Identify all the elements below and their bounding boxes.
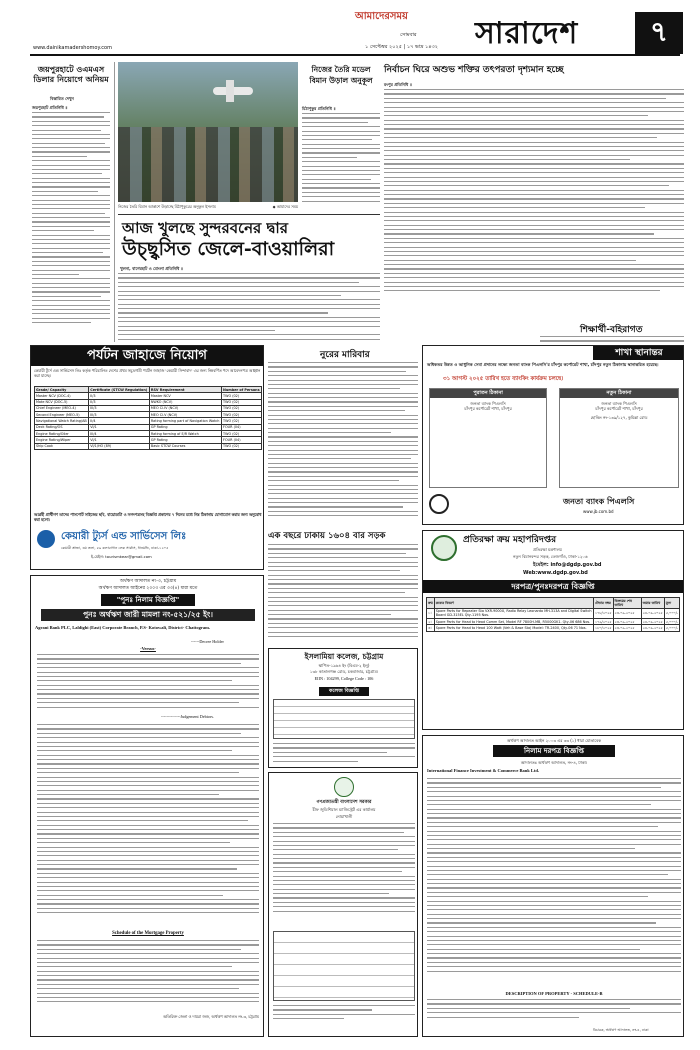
story-taka-body [32, 112, 110, 342]
ad-defence-table-header [427, 598, 680, 609]
ad-defence-notice-title: দরপত্র/পুনঃদরপত্র বিজ্ঞপ্তি [423, 580, 683, 593]
ad-college-sub1: স্থাপিত-১৯৬৪ ইং (বিএম-২ ইলু) [318, 663, 370, 668]
ad-cruise-col-header: Certificate (STCW Regulation) [89, 387, 150, 393]
ad-auction-body [427, 778, 681, 988]
ad-bank-logo-text: জনতা ব্যাংক পিএলসি [563, 496, 635, 506]
table-cell: ২৩-০৯-২০২৫ [613, 625, 641, 631]
story-nurer-body [268, 362, 418, 527]
ad-cruise-table-wrap [34, 386, 262, 450]
website-link[interactable]: www.dainikamadershomoy.com [33, 45, 112, 51]
bank-logo-icon [429, 494, 449, 514]
ad-college-sub2: ১৩৮ কাতালগঞ্জ রোড, চকবাজার, চট্টগ্রাম। [309, 669, 379, 674]
ad-defence-table-wrap [426, 597, 680, 632]
ad-cruise-col-header: Grade/ Capacity [35, 387, 89, 393]
table-cell: Basic STCW Courses [149, 443, 221, 449]
table-cell: TWO (02) [222, 431, 262, 437]
plane-photo [118, 62, 298, 202]
table-cell: II/4 [89, 418, 150, 424]
plane-photo-caption [118, 204, 298, 209]
ad-defence-title: প্রতিরক্ষা ক্রয় মহাপরিদপ্তর [463, 535, 557, 545]
table-cell: TWO (02) [222, 399, 262, 405]
gov-seal-icon [334, 777, 354, 797]
ad-defence-tender [422, 530, 684, 730]
sundarban-headline-2: উচ্ছ্বসিত জেলে-বাওয়ালিরা [122, 238, 335, 260]
ad-college-notice-bar: কলেজ বিজ্ঞপ্তি [319, 687, 369, 696]
table-cell: ১৮০/২০২৫ [594, 625, 612, 630]
ad-bank-website[interactable]: www.jb.com.bd [583, 509, 614, 514]
masthead-date: ১ সেপ্টেম্বর ২০২৫ | ১৭ ভাদ্র ১৪৩২ [365, 44, 439, 50]
masthead-day: সোমবার [400, 32, 417, 38]
story-sundarban-byline: খুলনা, বাগেরহাট ও মোংলা প্রতিনিধি ॥ [120, 266, 184, 271]
ad-magistrate-gov: গণপ্রজাতন্ত্রী বাংলাদেশ সরকার [316, 800, 372, 805]
story-sundarban-banner [118, 214, 380, 264]
ad-auction-company: International Finance Investment & Commerce Bank Ltd. [427, 768, 540, 773]
ad-auction-court: আদালতঃ অর্থঋণ আদালত, নং-৪, ঢাকা। [520, 760, 588, 765]
table-cell: Chief Engineer (MEO-4) [35, 405, 89, 411]
ad-auction-schedule-body [427, 999, 681, 1027]
story-plane-byline: মিঠাপুকুর প্রতিনিধি ॥ [302, 106, 336, 111]
ad-magistrate-footer [273, 1005, 415, 1035]
ad-cruise-col-header: Number of Persons [223, 387, 260, 392]
ad-cruise-footer-note: আগ্রহী প্রার্থীগণ তাদের পাসপোর্ট সাইজের ছবি, বায়োডাটা ও সনদপত্রসহ বিজ্ঞপ্তি প্রকাশের ৭ দিনের মধ্যে নিম্ন ঠিকানায় যোগাযোগ করার জন্য অনুরোধ করা হলো। [34, 512, 262, 522]
caption-text: নিজের তৈরি বিমান আকাশে উড়াচ্ছে মিঠাপুকুরের অনুকূল ইসলাম [118, 204, 216, 209]
table-cell: NWKO (NCV) [149, 399, 221, 405]
story-taka-subhead: বিস্তারিত দেখুন [50, 96, 74, 101]
table-cell: MEO Cl.IV (NCV) [149, 405, 221, 411]
story-plane-body [302, 113, 380, 208]
ad-cruise-intro: কেয়ারী ট্যুর্স এন্ড সার্ভিসেস লিঃ কর্তৃক পরিচালিত দেশের প্রথম সমুদ্রগামী পর্যটন জাহাজ 'কেয়ারী সিন্দাবাদ' এর জন্য নিম্নবর্ণিত পদে আবেদনপত্র আহ্বান করা যাচ্ছে। [34, 368, 261, 378]
ad-cruise-title: পর্যটন জাহাজে নিয়োগ [31, 346, 263, 366]
story-election-headline: নির্বাচন ঘিরে অশুভ শক্তির তৎপরতা দৃশ্যমান হচ্ছে [384, 65, 564, 75]
ad-bank-new-address [559, 388, 679, 488]
ad-magistrate-table-placeholder [273, 931, 415, 1001]
story-election-body [384, 89, 684, 324]
table-cell: Spare Parts for Head to Head 100 Watt (Veh & Base Sta) Model: TR-2400, Qty-06 71 Nos. [434, 625, 593, 631]
ad-magistrate-office: চীফ জুডিশিয়াল ম্যাজিস্ট্রেট এর কার্যালয় [312, 807, 376, 812]
table-row [427, 608, 680, 619]
ad-college-title: ইসলামিয়া কলেজ, চট্টগ্রাম [304, 652, 384, 661]
ad-defence-col-header: জমার তারিখ [641, 598, 664, 609]
section-title: সারাদেশ [475, 16, 579, 51]
ad-bank-new-branch: জনতা ব্যাংক পিএলসি [601, 401, 637, 406]
ad-auction-header: অর্থঋণ আদালত আইন ২০০৩ এর ৩৩ (১) ধারা মোতাবেক [506, 738, 602, 743]
sundarban-headline-1: আজ খুলছে সুন্দরবনের দ্বার [122, 219, 289, 237]
table-cell: TWO (02) [222, 393, 262, 399]
table-cell: VI/1 [89, 424, 150, 430]
table-cell: Spare Parts for Head to Head Comm Set, Model RF 7800H-MB, R5000GK1. Qty-06 686 Nos. [434, 619, 593, 625]
table-cell: ২৩-০৯-২০২৫ [613, 619, 641, 625]
ad-cruise-address: কেয়ারী প্লাজা, ৩য় তলা, ৫৯ কলাবাগান লেক সার্কাস, ধানমন্ডি, ঢাকা-১২০৫ [61, 546, 169, 550]
table-cell: Deck Rating/OS [35, 424, 89, 430]
ad-agrani-auction [30, 575, 264, 1037]
dgdp-logo-icon [431, 535, 457, 561]
table-cell: ৫,০০০/- [665, 625, 678, 630]
table-cell: TWO (02) [222, 412, 262, 418]
ad-magistrate-notice [268, 772, 418, 1037]
ad-agrani-decree-holder: ------Decree Holder [191, 639, 224, 644]
story-plane-headline: নিজের তৈরি মডেল বিমান উড়াল অনুকূল [309, 65, 373, 85]
table-cell: ২৪-০৯-২০২৫ [642, 619, 663, 624]
ad-agrani-schedule-title: Schedule of the Mortgage Property [112, 931, 184, 936]
ad-agrani-signature: অতিরিক্ত জেলা ও দায়রা জজ, অর্থঋণ আদালত নং-৩, চট্টগ্রাম [163, 1014, 259, 1019]
ad-bank-old-label: পুরাতন ঠিকানা [430, 389, 546, 398]
table-cell: ৩। [427, 625, 435, 631]
table-cell: III/4 [89, 431, 150, 437]
ad-agrani-bank-line: Agrani Bank PLC, Laldighi (East) Corporate Branch, P.S- Kotowali, District- Chattogram. [35, 625, 210, 630]
ad-bank-old-address [429, 388, 547, 488]
table-cell: Second Engineer (MEO-5) [35, 412, 89, 418]
table-cell: Navigational Watch Rating/AB [36, 418, 87, 423]
table-cell: ২৩-০৯-২০২৫ [613, 608, 641, 619]
story-taka-headline: জয়পুরহাটে ওএমএস ডিলার নিয়োগে অনিয়ম [33, 64, 109, 84]
ad-college-notice [268, 648, 418, 768]
ad-college-body [273, 743, 415, 767]
table-cell: ২। [427, 619, 435, 625]
ad-defence-subtitle: প্রতিরক্ষা মন্ত্রণালয় [533, 547, 562, 552]
table-cell: TWO (02) [222, 443, 262, 449]
ad-agrani-terms-list [37, 724, 259, 924]
table-cell: ২৪-০৯-২০২৫ [641, 608, 664, 619]
table-cell: ১৭৯/২০২৫ [594, 619, 612, 624]
ad-college-table-placeholder [273, 699, 415, 739]
ad-college-eiin: EIIN : 104299, College Code : 106 [314, 676, 374, 681]
ad-defence-table [426, 597, 680, 632]
story-road-body [268, 544, 418, 644]
ad-bank-title: শাখা স্থানান্তর [593, 346, 684, 360]
masthead-rule [30, 54, 680, 56]
story-sundarban-body [118, 273, 380, 343]
table-cell: II/3 [89, 399, 150, 405]
ad-auction-title: নিলাম দরপত্র বিজ্ঞপ্তি [493, 745, 615, 757]
table-row [427, 625, 680, 631]
ad-defence-col-header: মূল্য [664, 598, 679, 609]
ad-defence-website[interactable]: Web:www.dgdp.gov.bd [523, 570, 588, 576]
table-cell: FOUR (04) [222, 424, 262, 430]
photo-figures [118, 127, 298, 202]
table-cell: Engine Rating/Oiler [35, 431, 89, 437]
table-cell: III/3 [89, 405, 150, 411]
table-cell: Spare Parts for Repeater Sta VXR-9000U, Radio Relay Leonardo MH-313A and Digital Switch Board GD-315EL Qty-1195 Nos. [435, 609, 592, 618]
masthead [25, 10, 685, 60]
ad-defence-email[interactable]: ইমেইল: info@dgdp.gov.bd [533, 562, 602, 568]
ad-auction-signature: বিচারক, অর্থঋণ আদালত, নং-৪, ঢাকা [593, 1028, 649, 1032]
ad-agrani-versus: -Versus- [140, 646, 156, 651]
table-cell: Ship Cook [35, 443, 89, 449]
ad-defence-col-header: বিক্রয়ের শেষ তারিখ [613, 598, 641, 609]
ad-magistrate-body [273, 823, 415, 928]
ad-cruise-col-header: RSV Requirement [149, 387, 221, 393]
table-row [35, 443, 262, 449]
column-rule [114, 62, 115, 342]
table-cell: Engine Rating/Wiper [35, 437, 89, 443]
ad-bank-old-branch-line: চাঁদপুর কর্পোরেট শাখা, চাঁদপুর [464, 406, 512, 412]
page-number: ৭ [635, 12, 683, 54]
ad-defence-col-header: টেন্ডার নম্বর [593, 598, 613, 609]
ad-defence-address: নতুন বিমানবন্দর সড়ক, তেজগাঁও, ঢাকা-১২০৬ [513, 554, 588, 559]
ad-cruise-recruitment [30, 345, 264, 570]
table-cell: ৫,০০০/- [665, 619, 678, 624]
ad-agrani-schedule-body [37, 940, 259, 1010]
table-cell: ২৪-০৯-২০২৫ [642, 625, 663, 630]
table-cell: Master NCV [149, 393, 221, 399]
ad-agrani-case-header: অর্থঋণ আদালত নং-৩, চট্টগ্রাম [119, 579, 177, 584]
table-cell: ১৭৮/২০২৫ [593, 608, 613, 619]
story-election-byline: রংপুর প্রতিনিধি ॥ [384, 82, 412, 87]
table-cell: Master NCV (DOC-4) [35, 393, 89, 399]
ad-agrani-case-sub: অর্থঋণ আদালত আইনের ২০০৩ এর ৩৩(৪) ধারা মতে [98, 586, 198, 591]
table-cell: Mate NCV (DOC-5) [35, 399, 89, 405]
ad-agrani-judgement-debtors: --------------Judgement Debtors. [161, 714, 215, 719]
photo-credit: ◆ আমাদের সময় [272, 204, 298, 209]
ad-bank-new-label: নতুন ঠিকানা [560, 389, 678, 398]
paper-logo: আমাদেরসময় [355, 11, 408, 22]
airplane-wing-icon [226, 80, 234, 102]
ad-cruise-logo-icon [37, 530, 55, 548]
story-shiksha-headline: শিক্ষার্থী-বহিরাগত [580, 325, 643, 335]
table-cell: GP Rating [149, 424, 221, 430]
story-nurer-headline: নুরের মারিবার [320, 350, 370, 360]
ad-bank-new-branch-line: চাঁদপুর কর্পোরেট শাখা, চাঁদপুর [595, 406, 643, 412]
table-cell: III/3 [89, 412, 150, 418]
ad-bank-new-street: হোল্ডিং নং-১৩৯/১২৭, কুমিল্লা রোড [590, 414, 648, 420]
ad-cruise-company: কেয়ারী ট্যুর্স এন্ড সার্ভিসেস লিঃ [61, 531, 187, 542]
ad-defence-col-header: ক্রম [427, 598, 435, 609]
ad-cruise-email: ই-মেইল: tourismkear@gmail.com [91, 554, 152, 559]
ad-cruise-table [34, 386, 262, 450]
ad-bank-relocation [422, 345, 684, 525]
ad-bank-intro: অধিকতর উন্নত ও আধুনিক সেবা প্রদানের লক্ষ্যে জনতা ব্যাংক পিএলসি'র চাঁদপুর কর্পোরেট শাখা, চাঁদপুর নতুন ঠিকানায় স্থানান্তরিত হয়েছে। [427, 362, 659, 367]
table-cell: TWO (02) [222, 405, 262, 411]
story-taka-byline: জয়পুরহাট প্রতিনিধি ॥ [32, 105, 68, 110]
table-cell: VI/1/HO (89) [89, 443, 150, 449]
table-cell: GP Rating [149, 437, 221, 443]
table-cell: II/3 [89, 393, 150, 399]
ad-defence-col-header: দ্রব্যের বিবরণ [434, 598, 593, 609]
ad-bank-date: ৩১ আগস্ট ২০২৫ তারিখ হতে ব্যাংকিং কার্যক্রম চলছে। [443, 376, 564, 382]
table-cell: TWO (02) [222, 418, 262, 424]
ad-auction-tender [422, 735, 684, 1037]
ad-agrani-defendants-list [37, 654, 259, 714]
table-cell: FOUR (04) [222, 437, 262, 443]
table-cell: ৫,০০০/- [664, 608, 679, 619]
table-cell: MEO Cl.V (NCV) [149, 412, 221, 418]
ad-agrani-notice-title: "পুনঃ নিলাম বিজ্ঞপ্তি" [101, 594, 195, 606]
ad-agrani-case-no: পুনঃ অর্থঋণ জারী মামলা নং-৫২১/২৫ ইং। [41, 609, 255, 621]
story-road-headline: এক বছরে ঢাকায় ১৬০৪ বার সড়ক [268, 531, 386, 541]
ad-bank-old-branch: জনতা ব্যাংক পিএলসি [470, 401, 506, 406]
table-cell: Rating forming of E/R Watch [149, 431, 221, 437]
table-cell: Rating forming part of Navigation Watch [149, 418, 221, 424]
table-cell: ১। [427, 608, 435, 619]
table-cell: VI/1 [89, 437, 150, 443]
ad-auction-schedule: DESCRIPTION OF PROPERTY - SCHEDULE-B [505, 991, 603, 996]
ad-magistrate-district: নোয়াখালী [335, 814, 353, 819]
